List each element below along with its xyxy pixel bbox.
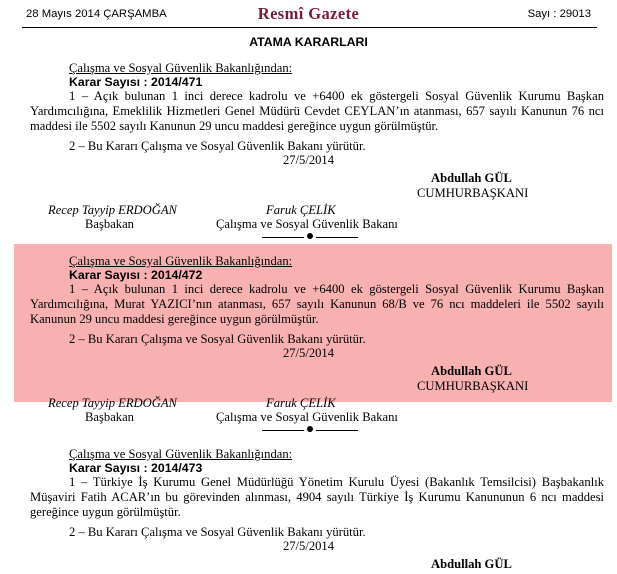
prime-minister-name: Recep Tayyip ERDOĞAN	[48, 396, 177, 410]
president-title: CUMHURBAŞKANI	[417, 379, 529, 393]
ministry-heading: Çalışma ve Sosyal Güvenlik Bakanlığından:	[69, 254, 293, 268]
decision-number: Karar Sayısı : 2014/472	[69, 268, 203, 282]
decree-date: 27/5/2014	[282, 539, 335, 553]
minister-name: Faruk ÇELİK	[266, 396, 336, 410]
minister-title: Çalışma ve Sosyal Güvenlik Bakanı	[216, 217, 398, 231]
execution-clause: 2 – Bu Kararı Çalışma ve Sosyal Güvenlik Bakanı yürütür.	[69, 332, 366, 346]
decree-separator	[262, 425, 358, 435]
president-name: Abdullah GÜL	[431, 171, 512, 185]
gazette-header	[0, 0, 617, 30]
president-title: CUMHURBAŞKANI	[417, 186, 529, 200]
gazette-title: Resmî Gazete	[257, 4, 360, 23]
decree-date: 27/5/2014	[282, 153, 335, 167]
prime-minister-title: Başbakan	[85, 217, 134, 231]
minister-name: Faruk ÇELİK	[266, 203, 336, 217]
decree-body: 1 – Türkiye İş Kurumu Genel Müdürlüğü Yönetim Kurulu Üyesi (Bakanlık Temsilcisi) Başbakanlık Müşaviri Fatih ACAR’ın bu görevinden alınması, 4904 sayılı Türkiye İş Kurumu Kanununun 6 ncı maddesi gereğince uygun görülmüştür.	[30, 475, 604, 519]
president-name: Abdullah GÜL	[431, 364, 512, 378]
minister-title: Çalışma ve Sosyal Güvenlik Bakanı	[216, 410, 398, 424]
execution-clause: 2 – Bu Kararı Çalışma ve Sosyal Güvenlik Bakanı yürütür.	[69, 139, 366, 153]
header-divider	[22, 27, 597, 28]
prime-minister-title: Başbakan	[85, 410, 134, 424]
decision-number: Karar Sayısı : 2014/471	[69, 75, 203, 89]
decree-date: 27/5/2014	[282, 346, 335, 360]
president-name: Abdullah GÜL	[431, 557, 512, 571]
ministry-heading: Çalışma ve Sosyal Güvenlik Bakanlığından:	[69, 447, 293, 461]
issue-date: 28 Mayıs 2014 ÇARŞAMBA	[26, 8, 167, 20]
execution-clause: 2 – Bu Kararı Çalışma ve Sosyal Güvenlik Bakanı yürütür.	[69, 525, 366, 539]
decree-body: 1 – Açık bulunan 1 inci derece kadrolu ve +6400 ek göstergeli Sosyal Güvenlik Kurumu Başkan Yardımcılığına, Emeklilik Hizmetleri Genel Müdürü Cevdet CEYLAN’ın atanması, 657 sayılı Kanunun 76 ncı maddesi ile 5502 sayılı Kanunun 29 uncu maddesi gereğince uygun görülmüştür.	[30, 89, 604, 133]
decision-number: Karar Sayısı : 2014/473	[69, 461, 203, 475]
decree-separator	[262, 232, 358, 242]
section-title: ATAMA KARARLARI	[249, 35, 368, 49]
issue-number: Sayı : 29013	[527, 8, 591, 20]
prime-minister-name: Recep Tayyip ERDOĞAN	[48, 203, 177, 217]
decree-body: 1 – Açık bulunan 1 inci derece kadrolu ve +6400 ek göstergeli Sosyal Güvenlik Kurumu Başkan Yardımcılığına, Murat YAZICI’nın atanması, 657 sayılı Kanunun 68/B ve 76 ncı maddeleri ile 5502 sayılı Kanunun 29 uncu maddesi gereğince uygun görülmüştür.	[30, 282, 604, 326]
ministry-heading: Çalışma ve Sosyal Güvenlik Bakanlığından:	[69, 61, 293, 75]
